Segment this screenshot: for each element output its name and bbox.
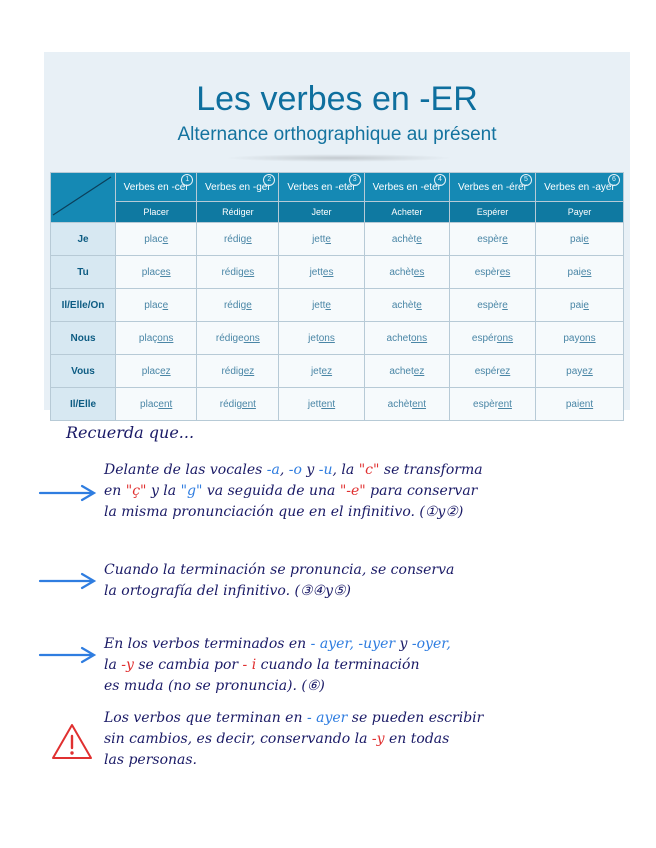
column-header: Verbes en -ger 2 (197, 173, 279, 202)
verb-stem: rédig (223, 233, 247, 245)
verb-ending: ez (413, 365, 425, 377)
verb-stem: pai (565, 398, 580, 410)
example-verb: Placer (116, 202, 197, 223)
verb-ending: e (325, 233, 331, 245)
column-header: Verbes en -eter 4 (364, 173, 449, 202)
note-line: En los verbos terminados en - ayer, -uyer y -oyer, (104, 636, 451, 652)
verb-ending: e (502, 233, 508, 245)
verb-stem: jett (309, 266, 323, 278)
table-row (51, 322, 624, 355)
verb-stem: plaç (138, 332, 158, 344)
conjugation-cell (197, 322, 279, 355)
note-3 (104, 634, 644, 697)
example-verb: Espérer (449, 202, 535, 223)
verb-stem: pai (570, 233, 584, 245)
column-header: Verbes en -érer 5 (449, 173, 535, 202)
conjugation-cell (535, 322, 623, 355)
conjugation-cell (279, 256, 364, 289)
conjugation-cell (364, 322, 449, 355)
conjugation-cell (197, 256, 279, 289)
verb-stem: achèt (391, 233, 417, 245)
verb-stem: rédig (221, 365, 244, 377)
verb-stem: jett (312, 299, 326, 311)
verb-stem: rédige (215, 332, 244, 344)
table-row (51, 223, 624, 256)
arrow-right-icon (38, 484, 98, 502)
conjugation-cell (116, 289, 197, 322)
page-subtitle: Alternance orthographique au présent (177, 124, 497, 145)
verb-ending: ez (499, 365, 511, 377)
conjugation-cell (197, 388, 279, 421)
note-2 (104, 560, 644, 602)
conjugation-cell (279, 355, 364, 388)
conjugation-cell (449, 223, 535, 256)
conjugation-cell (535, 289, 623, 322)
verb-ending: ons (411, 332, 428, 344)
verb-stem: achet (386, 332, 411, 344)
verb-ending: ez (582, 365, 593, 377)
pronoun-cell: Il/Elle (51, 388, 116, 421)
conjugation-cell (364, 256, 449, 289)
table-subheader-row (51, 202, 624, 223)
verb-ending: es (580, 266, 592, 278)
conjugation-cell (116, 322, 197, 355)
conjugation-cell (449, 388, 535, 421)
verb-ending: ent (412, 398, 427, 410)
conjugation-cell (535, 388, 623, 421)
conjugation-cell (279, 388, 364, 421)
note-1 (104, 460, 644, 523)
verb-ending: e (246, 233, 252, 245)
verb-ending: e (583, 299, 589, 311)
verb-ending: e (162, 299, 169, 311)
verb-stem: jet (310, 365, 322, 377)
table-row (51, 388, 624, 421)
notes-heading: Recuerda que... (66, 423, 195, 442)
table-header-row (51, 173, 624, 202)
conjugation-cell (364, 289, 449, 322)
verb-stem: plac (144, 233, 163, 245)
verb-ending: e (162, 233, 169, 245)
verb-ending: ent (498, 398, 512, 410)
verb-stem: achèt (391, 299, 417, 311)
verb-ending: es (413, 266, 425, 278)
verb-stem: pai (567, 266, 581, 278)
table-row (51, 355, 624, 388)
warning-icon (50, 722, 94, 762)
title-shadow (224, 154, 454, 162)
table-row (51, 256, 624, 289)
conjugation-cell (279, 322, 364, 355)
verb-ending: ez (321, 365, 333, 377)
verb-stem: pay (563, 332, 580, 344)
verb-stem: espèr (477, 299, 503, 311)
verb-ending: e (325, 299, 331, 311)
verb-stem: espèr (474, 266, 500, 278)
verb-stem: espèr (473, 398, 499, 410)
note-line: sin cambios, es decir, conservando la -y en todas (104, 731, 450, 747)
note-line: Los verbos que terminan en - ayer se pueden escribir (104, 710, 484, 726)
verb-stem: achèt (387, 398, 413, 410)
conjugation-cell (197, 223, 279, 256)
verb-stem: plac (140, 398, 159, 410)
verb-ending: ons (496, 332, 514, 344)
verb-ending: e (246, 299, 252, 311)
verb-stem: espér (474, 365, 500, 377)
example-verb: Rédiger (197, 202, 279, 223)
verb-ending: ons (318, 332, 335, 344)
verb-stem: plac (141, 365, 161, 377)
pronoun-cell: Vous (51, 355, 116, 388)
verb-stem: rédig (221, 266, 244, 278)
note-4 (104, 708, 644, 771)
verb-ending: es (322, 266, 334, 278)
verb-ending: ez (160, 365, 171, 377)
verb-stem: achet (389, 365, 414, 377)
conjugation-cell (116, 223, 197, 256)
pronoun-cell: Je (51, 223, 116, 256)
conjugation-table (50, 172, 624, 421)
conjugation-cell (449, 322, 535, 355)
verb-stem: espèr (477, 233, 503, 245)
example-verb: Acheter (364, 202, 449, 223)
verb-ending: ent (579, 398, 594, 410)
conjugation-cell (279, 289, 364, 322)
conjugation-cell (197, 355, 279, 388)
note-line: en "ç" y la "g" va seguida de una "-e" para conservar (104, 483, 478, 499)
note-line: la misma pronunciación que en el infinitivo. (①y②) (104, 504, 464, 520)
verb-stem: jet (308, 332, 319, 344)
conjugation-cell (116, 256, 197, 289)
conjugation-cell (197, 289, 279, 322)
verb-ending: e (502, 299, 508, 311)
verb-ending: e (416, 233, 422, 245)
verb-stem: plac (144, 299, 163, 311)
verb-ending: e (416, 299, 422, 311)
pronoun-cell: Il/Elle/On (51, 289, 116, 322)
verb-ending: es (243, 266, 255, 278)
conjugation-cell (449, 256, 535, 289)
conjugation-cell (116, 355, 197, 388)
arrow-right-icon (38, 572, 98, 590)
conjugation-cell (449, 289, 535, 322)
conjugation-cell (364, 388, 449, 421)
arrow-right-icon (38, 646, 98, 664)
note-line: es muda (no se pronuncia). (⑥) (104, 678, 325, 694)
verbs-infographic (44, 52, 630, 410)
conjugation-cell (449, 355, 535, 388)
verb-ending: ent (321, 398, 336, 410)
column-header: Verbes en -ayer 6 (535, 173, 623, 202)
conjugation-cell (535, 355, 623, 388)
page-title: Les verbes en -ER (196, 80, 478, 118)
verb-ending: ez (243, 365, 255, 377)
verb-ending: ons (579, 332, 596, 344)
conjugation-cell (279, 223, 364, 256)
note-line: las personas. (104, 752, 198, 768)
verb-stem: plac (141, 266, 161, 278)
verb-ending: ent (242, 398, 256, 410)
pronoun-cell: Tu (51, 256, 116, 289)
note-line: Delante de las vocales -a, -o y -u, la "c" se transforma (104, 462, 483, 478)
pronoun-cell: Nous (51, 322, 116, 355)
verb-ending: ons (157, 332, 174, 344)
verb-stem: jett (312, 233, 326, 245)
table-corner (51, 173, 116, 223)
note-line: la ortografía del infinitivo. (③④y⑤) (104, 583, 351, 599)
example-verb: Jeter (279, 202, 364, 223)
verb-stem: rédig (223, 299, 247, 311)
verb-stem: achèt (389, 266, 414, 278)
conjugation-cell (535, 256, 623, 289)
verb-ending: e (583, 233, 589, 245)
verb-stem: rédig (219, 398, 243, 410)
table-row (51, 289, 624, 322)
verb-stem: pai (570, 299, 584, 311)
conjugation-cell (116, 388, 197, 421)
verb-stem: pay (566, 365, 583, 377)
diagonal-line-icon (51, 173, 113, 217)
verb-stem: jett (307, 398, 322, 410)
conjugation-cell (364, 355, 449, 388)
conjugation-cell (364, 223, 449, 256)
example-verb: Payer (535, 202, 623, 223)
verb-ending: es (160, 266, 171, 278)
column-header: Verbes en -eter 3 (279, 173, 364, 202)
verb-stem: espér (471, 332, 497, 344)
verb-ending: ons (243, 332, 260, 344)
column-header: Verbes en -cer 1 (116, 173, 197, 202)
note-line: Cuando la terminación se pronuncia, se conserva (104, 562, 455, 578)
conjugation-cell (535, 223, 623, 256)
verb-ending: es (499, 266, 511, 278)
note-line: la -y se cambia por - i cuando la terminación (104, 657, 420, 673)
verb-ending: ent (158, 398, 173, 410)
